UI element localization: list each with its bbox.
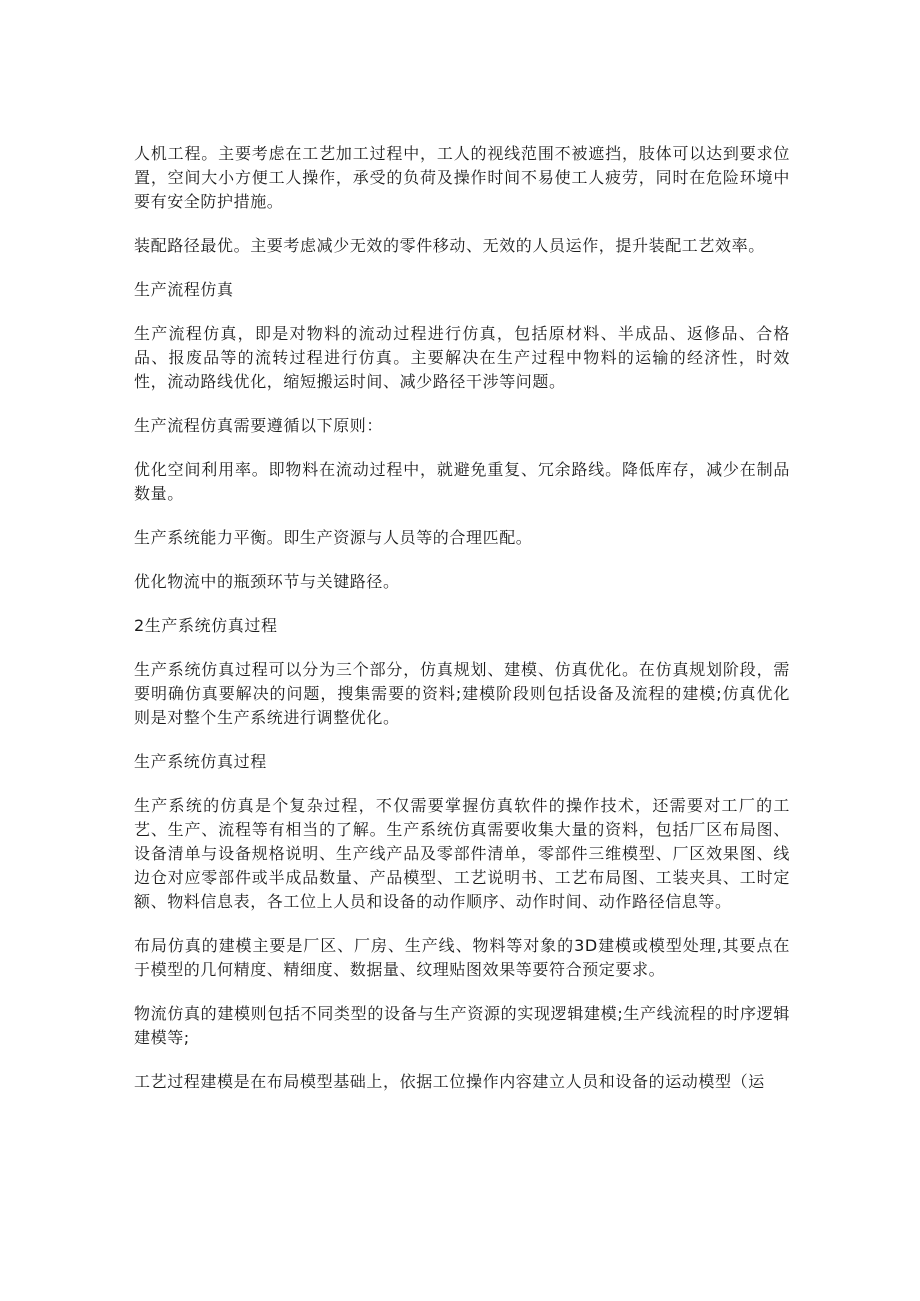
document-page	[134, 142, 790, 1114]
paragraph-layout-modeling: 布局仿真的建模主要是厂区、厂房、生产线、物料等对象的3D建模或模型处理,其要点在于模型的几何精度、精细度、数据量、纹理贴图效果等要符合预定要求。	[134, 936, 790, 979]
paragraph-data-collection: 生产系统的仿真是个复杂过程，不仅需要掌握仿真软件的操作技术，还需要对工厂的工艺、生产、流程等有相当的了解。生产系统仿真需要收集大量的资料，包括厂区布局图、设备清单与设备规格说明、生产线产品及零部件清单，零部件三维模型、厂区效果图、线边仓对应零部件或半成品数量、产品模型、工艺说明书、工艺布局图、工装夹具、工时定额、物料信息表，各工位上人员和设备的动作顺序、动作时间、动作路径信息等。	[134, 796, 790, 911]
paragraph-ergonomics: 人机工程。主要考虑在工艺加工过程中，工人的视线范围不被遮挡，肢体可以达到要求位置，空间大小方便工人操作，承受的负荷及操作时间不易使工人疲劳，同时在危险环境中要有安全防护措施。	[134, 144, 790, 211]
heading-system-simulation: 生产系统仿真过程	[134, 752, 267, 771]
paragraph-process-simulation: 生产流程仿真，即是对物料的流动过程进行仿真，包括原材料、半成品、返修品、合格品、报废品等的流转过程进行仿真。主要解决在生产过程中物料的运输的经济性，时效性，流动路线优化，缩短搬运时间、减少路径干涉等问题。	[134, 324, 790, 391]
section-heading-2: 2生产系统仿真过程	[134, 616, 278, 635]
paragraph-bottleneck: 优化物流中的瓶颈环节与关键路径。	[134, 572, 400, 591]
paragraph-capacity-balance: 生产系统能力平衡。即生产资源与人员等的合理匹配。	[134, 528, 533, 547]
heading-process-simulation: 生产流程仿真	[134, 280, 234, 299]
paragraph-space-utilization: 优化空间利用率。即物料在流动过程中，就避免重复、冗余路线。降低库存，减少在制品数量。	[134, 460, 790, 503]
paragraph-logistics-modeling: 物流仿真的建模则包括不同类型的设备与生产资源的实现逻辑建模;生产线流程的时序逻辑建模等;	[134, 1004, 790, 1047]
paragraph-principles-intro: 生产流程仿真需要遵循以下原则：	[134, 416, 384, 435]
paragraph-simulation-phases: 生产系统仿真过程可以分为三个部分，仿真规划、建模、仿真优化。在仿真规划阶段，需要明确仿真要解决的问题，搜集需要的资料;建模阶段则包括设备及流程的建模;仿真优化则是对整个生产系统进行调整优化。	[134, 660, 790, 727]
paragraph-process-modeling: 工艺过程建模是在布局模型基础上，依据工位操作内容建立人员和设备的运动模型（运	[134, 1072, 765, 1091]
paragraph-assembly-path: 装配路径最优。主要考虑减少无效的零件移动、无效的人员运作，提升装配工艺效率。	[134, 236, 765, 255]
